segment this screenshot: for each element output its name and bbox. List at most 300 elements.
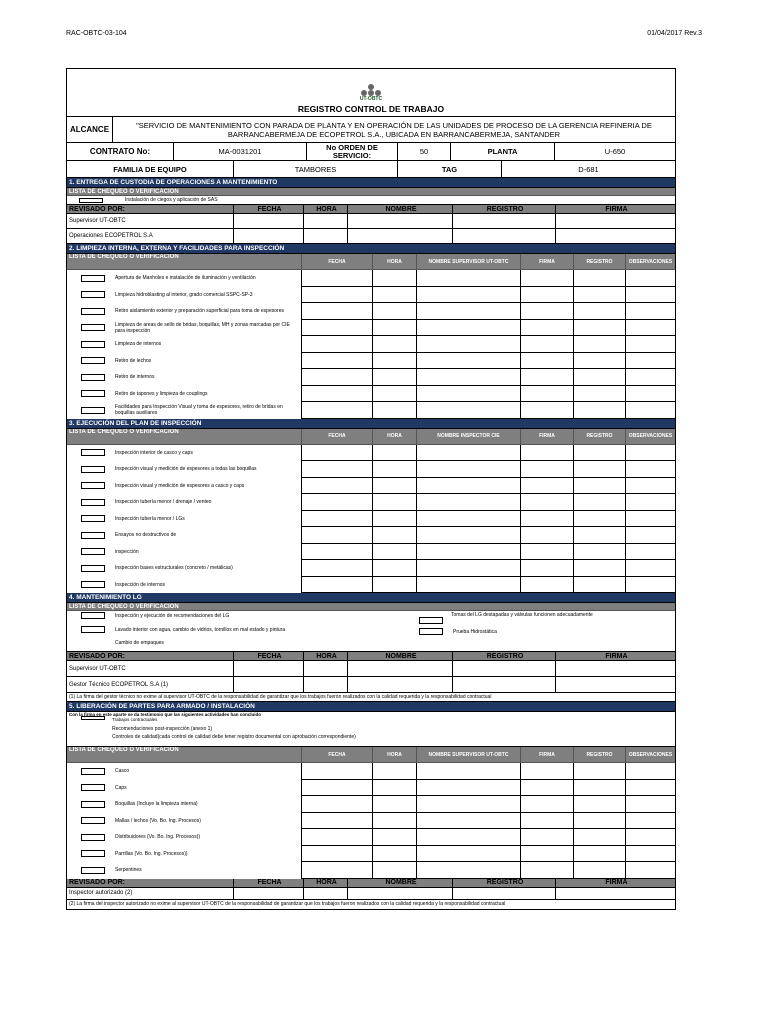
s3-checklist-cell[interactable] xyxy=(373,577,417,594)
s1-review-row xyxy=(67,229,675,244)
s3-checklist-cell[interactable] xyxy=(417,461,521,478)
s2-checklist-cell[interactable] xyxy=(417,369,521,386)
s3-checklist-row xyxy=(67,544,675,561)
s3-checklist-cell[interactable] xyxy=(521,445,574,462)
s1-review-cell[interactable] xyxy=(453,214,556,229)
s2-column-header-cell: HORA xyxy=(373,254,417,270)
s3-checklist-cell[interactable] xyxy=(521,577,574,594)
s2-item-label: Facilidades para Inspección Visual y toma de espesores, retiro de bridas en boquillas auxiliares xyxy=(115,404,283,417)
s3-checklist-cell[interactable] xyxy=(574,511,626,528)
s3-checklist-cell[interactable] xyxy=(417,478,521,495)
s3-checklist-cell[interactable] xyxy=(373,445,417,462)
s2-item-checkbox[interactable] xyxy=(81,341,105,348)
s5-intro-block xyxy=(67,712,675,747)
s2-checklist-cell[interactable] xyxy=(574,320,626,337)
s4-left-item: Cambio de empaques xyxy=(115,640,164,646)
s3-item-checkbox[interactable] xyxy=(81,466,105,473)
s3-checklist-item xyxy=(67,527,302,544)
s4-review-cell[interactable] xyxy=(556,677,675,693)
s3-checklist-cell[interactable] xyxy=(373,461,417,478)
s2-checklist-cell[interactable] xyxy=(521,270,574,287)
s3-checklist-cell[interactable] xyxy=(521,511,574,528)
s5-checklist-cell[interactable] xyxy=(521,813,574,830)
s2-checklist-cell[interactable] xyxy=(626,386,675,403)
s3-checklist-item xyxy=(67,511,302,528)
s2-checklist-row xyxy=(67,320,675,337)
s2-item-checkbox[interactable] xyxy=(81,357,105,364)
s3-checklist-cell[interactable] xyxy=(626,478,675,495)
s3-item-checkbox[interactable] xyxy=(81,581,105,588)
s1-item-checkbox[interactable] xyxy=(79,198,103,203)
s3-column-header-cell: HORA xyxy=(373,429,417,445)
form-frame xyxy=(66,68,676,910)
s2-checklist-cell[interactable] xyxy=(521,320,574,337)
s5-checklist-row xyxy=(67,813,675,830)
s3-checklist-cell[interactable] xyxy=(302,511,373,528)
s5-review-header-cell: REGISTRO xyxy=(453,879,556,888)
s4-review-cell[interactable] xyxy=(304,677,348,693)
s3-checklist-row xyxy=(67,494,675,511)
s5-checklist-cell[interactable] xyxy=(574,763,626,780)
s3-item-label: Inspección interior de casco y caps xyxy=(115,449,193,456)
s4-review-role: Gestor Técnico ECOPETROL S.A (1) xyxy=(67,677,234,693)
s5-checklist-cell[interactable] xyxy=(417,862,521,879)
s5-item-checkbox[interactable] xyxy=(81,834,105,841)
s2-item-checkbox[interactable] xyxy=(81,324,105,331)
s5-item-checkbox[interactable] xyxy=(81,784,105,791)
s2-checklist-cell[interactable] xyxy=(373,287,417,304)
s2-checklist-item xyxy=(67,402,302,419)
s2-item-checkbox[interactable] xyxy=(81,308,105,315)
s5-review-cell[interactable] xyxy=(348,888,453,900)
s2-checklist-cell[interactable] xyxy=(373,386,417,403)
section-5-title: 5. LIBERACIÓN DE PARTES PARA ARMADO / INSTALACIÓN xyxy=(67,702,675,712)
s2-checklist-cell[interactable] xyxy=(373,353,417,370)
tag-value: D-681 xyxy=(502,161,675,178)
s5-checklist-cell[interactable] xyxy=(574,796,626,813)
s2-column-header-cell: OBSERVACIONES xyxy=(626,254,675,270)
s5-checklist-cell[interactable] xyxy=(574,829,626,846)
s2-column-header xyxy=(67,254,675,270)
s3-checklist-cell[interactable] xyxy=(373,478,417,495)
s3-checklist-cell[interactable] xyxy=(626,494,675,511)
s2-item-checkbox[interactable] xyxy=(81,275,105,282)
s5-checklist-cell[interactable] xyxy=(521,862,574,879)
s3-checklist-cell[interactable] xyxy=(417,560,521,577)
s2-checklist-cell[interactable] xyxy=(574,303,626,320)
s5-checklist-item xyxy=(67,763,302,780)
s1-review-cell[interactable] xyxy=(304,214,348,229)
s3-column-header-cell: LISTA DE CHEQUEO O VERIFICACIÓN xyxy=(67,429,302,445)
s5-checklist-item xyxy=(67,796,302,813)
s5-column-header-cell: HORA xyxy=(373,747,417,763)
s3-item-checkbox[interactable] xyxy=(81,515,105,522)
s3-checklist-cell[interactable] xyxy=(302,560,373,577)
s3-item-label: Ensayos no destructivos de xyxy=(115,532,177,539)
form-date-revision: 01/04/2017 Rev.3 xyxy=(647,30,702,37)
s2-checklist-cell[interactable] xyxy=(373,369,417,386)
s3-checklist-cell[interactable] xyxy=(373,494,417,511)
s5-item-label: Serpentines xyxy=(115,867,142,874)
s3-checklist-item xyxy=(67,445,302,462)
s5-column-header-cell: OBSERVACIONES xyxy=(626,747,675,763)
s5-checklist-cell[interactable] xyxy=(417,796,521,813)
s3-item-checkbox[interactable] xyxy=(81,499,105,506)
s2-checklist-cell[interactable] xyxy=(417,303,521,320)
s5-checklist-cell[interactable] xyxy=(417,813,521,830)
s5-item-checkbox[interactable] xyxy=(81,801,105,808)
s5-checklist-cell[interactable] xyxy=(373,829,417,846)
s3-checklist-cell[interactable] xyxy=(521,478,574,495)
s5-pre-checkbox-1[interactable] xyxy=(81,716,105,720)
s5-item-label: Distribuidores (Vo. Bo. Ing. Procesos)) xyxy=(115,834,201,841)
s3-item-checkbox[interactable] xyxy=(81,565,105,572)
s1-review-header-cell: REGISTRO xyxy=(453,205,556,214)
s3-checklist-cell[interactable] xyxy=(626,511,675,528)
s2-checklist-cell[interactable] xyxy=(417,353,521,370)
s4-review-cell[interactable] xyxy=(556,661,675,677)
s2-item-label: Retiro de internos xyxy=(115,374,155,381)
s2-checklist-cell[interactable] xyxy=(574,402,626,419)
s5-checklist-cell[interactable] xyxy=(521,829,574,846)
s5-checklist-item xyxy=(67,846,302,863)
s1-review-cell[interactable] xyxy=(556,229,675,244)
s2-checklist-cell[interactable] xyxy=(373,402,417,419)
s2-checklist-cell[interactable] xyxy=(521,353,574,370)
s5-item-label: Caps xyxy=(115,784,127,791)
s3-checklist-cell[interactable] xyxy=(417,577,521,594)
s3-column-header-cell: OBSERVACIONES xyxy=(626,429,675,445)
s5-checklist-cell[interactable] xyxy=(373,862,417,879)
s3-checklist-item xyxy=(67,544,302,561)
s5-checklist-cell[interactable] xyxy=(417,846,521,863)
s3-checklist-row xyxy=(67,445,675,462)
s3-checklist-cell[interactable] xyxy=(373,544,417,561)
s5-checklist-cell[interactable] xyxy=(302,846,373,863)
s5-checklist-cell[interactable] xyxy=(521,846,574,863)
s2-column-header-cell: REGISTRO xyxy=(574,254,626,270)
s5-item-checkbox[interactable] xyxy=(81,817,105,824)
s5-review-cell[interactable] xyxy=(304,888,348,900)
s4-left-checkbox-1[interactable] xyxy=(81,612,105,619)
s3-checklist-cell[interactable] xyxy=(626,527,675,544)
s5-checklist-item xyxy=(67,780,302,797)
s3-item-checkbox[interactable] xyxy=(81,449,105,456)
ut-obtc-logo: UT-OBTC xyxy=(360,84,382,102)
s5-item-label: Mallas / lechos (Vo. Bo. Ing. Procesos) xyxy=(115,817,201,824)
s3-checklist-cell[interactable] xyxy=(574,461,626,478)
s2-checklist-cell[interactable] xyxy=(626,402,675,419)
s2-checklist-cell[interactable] xyxy=(302,386,373,403)
title-block xyxy=(67,69,675,117)
s5-checklist-cell[interactable] xyxy=(302,862,373,879)
s3-checklist-cell[interactable] xyxy=(626,461,675,478)
s3-item-checkbox[interactable] xyxy=(81,532,105,539)
s2-checklist-cell[interactable] xyxy=(373,303,417,320)
s3-column-header xyxy=(67,429,675,445)
s2-checklist-cell[interactable] xyxy=(302,369,373,386)
s5-checklist-cell[interactable] xyxy=(574,862,626,879)
s2-checklist-cell[interactable] xyxy=(626,336,675,353)
s1-review-cell[interactable] xyxy=(304,229,348,244)
s2-checklist-cell[interactable] xyxy=(417,402,521,419)
s5-intro: Con la firma en este aparte se da testimonio que las siguientes actividades han concluido xyxy=(69,712,262,717)
s5-checklist-cell[interactable] xyxy=(626,763,675,780)
s3-item-checkbox[interactable] xyxy=(81,548,105,555)
s2-checklist-cell[interactable] xyxy=(302,402,373,419)
s3-checklist-cell[interactable] xyxy=(373,511,417,528)
s5-item-checkbox[interactable] xyxy=(81,768,105,775)
s5-pre-item: Controles de calidad(cada control de calidad debe tener registro documental con aprobación correspondiente) xyxy=(112,734,356,740)
s3-checklist-cell[interactable] xyxy=(302,445,373,462)
s3-column-header-cell: REGISTRO xyxy=(574,429,626,445)
s5-checklist-cell[interactable] xyxy=(373,813,417,830)
s5-checklist-cell[interactable] xyxy=(521,780,574,797)
familia-value: TAMBORES xyxy=(234,161,398,178)
s5-review-cell[interactable] xyxy=(453,888,556,900)
tag-label: TAG xyxy=(398,161,502,178)
s2-checklist-cell[interactable] xyxy=(626,303,675,320)
s5-review-header-cell: NOMBRE xyxy=(348,879,453,888)
s2-item-checkbox[interactable] xyxy=(81,390,105,397)
contrato-label: CONTRATO No: xyxy=(67,143,174,161)
s5-checklist-row xyxy=(67,763,675,780)
s5-checklist-cell[interactable] xyxy=(373,846,417,863)
s2-checklist-item xyxy=(67,270,302,287)
s3-checklist-item xyxy=(67,560,302,577)
s2-checklist-cell[interactable] xyxy=(417,287,521,304)
s5-review-cell[interactable] xyxy=(234,888,304,900)
s2-checklist-cell[interactable] xyxy=(574,336,626,353)
s2-item-checkbox[interactable] xyxy=(81,407,105,414)
s4-left-checkbox-2[interactable] xyxy=(81,626,105,633)
s4-review-cell[interactable] xyxy=(453,661,556,677)
s2-column-header-cell: LISTA DE CHEQUEO O VERIFICACIÓN xyxy=(67,254,302,270)
s5-column-header-cell: LISTA DE CHEQUEO O VERIFICACIÓN xyxy=(67,747,302,763)
s2-checklist-cell[interactable] xyxy=(302,270,373,287)
s3-checklist-cell[interactable] xyxy=(574,494,626,511)
s3-checklist-cell[interactable] xyxy=(626,577,675,594)
s5-column-header xyxy=(67,747,675,763)
orden-label: No ORDEN DE SERVICIO: xyxy=(307,143,398,161)
s2-checklist-cell[interactable] xyxy=(373,320,417,337)
s4-review-cell[interactable] xyxy=(304,661,348,677)
s2-checklist-cell[interactable] xyxy=(626,320,675,337)
s2-checklist-cell[interactable] xyxy=(302,336,373,353)
s5-pre-item: Recomendaciones post-inspección (anexo 1) xyxy=(112,726,213,732)
s2-checklist-cell[interactable] xyxy=(574,287,626,304)
s1-review-cell[interactable] xyxy=(234,229,304,244)
s4-review-header-cell: FIRMA xyxy=(556,652,675,661)
s2-checklist-row xyxy=(67,287,675,304)
s2-item-label: Retiro de tapones y limpieza de couplings xyxy=(115,390,208,397)
s2-checklist-cell[interactable] xyxy=(417,270,521,287)
s5-checklist-cell[interactable] xyxy=(417,829,521,846)
s5-checklist-cell[interactable] xyxy=(417,780,521,797)
s2-checklist-cell[interactable] xyxy=(417,386,521,403)
s5-checklist-cell[interactable] xyxy=(574,846,626,863)
s2-checklist-item xyxy=(67,320,302,337)
s2-checklist-cell[interactable] xyxy=(521,386,574,403)
s5-checklist-cell[interactable] xyxy=(626,796,675,813)
s3-column-header-cell: FECHA xyxy=(302,429,373,445)
s3-checklist-cell[interactable] xyxy=(521,560,574,577)
s5-checklist-cell[interactable] xyxy=(302,829,373,846)
s2-checklist-cell[interactable] xyxy=(626,270,675,287)
s5-item-checkbox[interactable] xyxy=(81,867,105,874)
s3-checklist-cell[interactable] xyxy=(626,445,675,462)
s1-review-cell[interactable] xyxy=(348,214,453,229)
s5-checklist-item xyxy=(67,813,302,830)
s1-review-header-cell: REVISADO POR: xyxy=(67,205,234,214)
s3-checklist-cell[interactable] xyxy=(521,494,574,511)
s3-checklist-cell[interactable] xyxy=(302,478,373,495)
s5-checklist-cell[interactable] xyxy=(373,780,417,797)
s4-right-item: Tomas del LG destapadas y válvulas funcionen adecuadamente xyxy=(451,612,593,618)
s2-checklist-cell[interactable] xyxy=(373,270,417,287)
s3-item-label: Inspección tubería menor / LGs xyxy=(115,515,185,522)
s2-checklist-cell[interactable] xyxy=(417,336,521,353)
s5-item-checkbox[interactable] xyxy=(81,850,105,857)
s5-checklist-cell[interactable] xyxy=(302,763,373,780)
s5-item-label: Parrillas (Vo. Bo. Ing. Procesos)) xyxy=(115,850,188,857)
s3-checklist-cell[interactable] xyxy=(574,478,626,495)
s3-checklist-cell[interactable] xyxy=(574,577,626,594)
s4-right-item: Prueba Hidrostática xyxy=(453,628,497,635)
s2-checklist-cell[interactable] xyxy=(626,369,675,386)
s5-checklist-cell[interactable] xyxy=(521,763,574,780)
s3-checklist-cell[interactable] xyxy=(417,494,521,511)
s2-checklist-item xyxy=(67,386,302,403)
s1-review-cell[interactable] xyxy=(348,229,453,244)
s4-right-checkbox-2[interactable] xyxy=(419,628,443,635)
s3-checklist-cell[interactable] xyxy=(574,527,626,544)
s3-item-checkbox[interactable] xyxy=(81,482,105,489)
s5-checklist-cell[interactable] xyxy=(626,829,675,846)
s2-checklist-cell[interactable] xyxy=(302,303,373,320)
s3-checklist-row xyxy=(67,560,675,577)
s2-checklist-cell[interactable] xyxy=(521,287,574,304)
s3-checklist-cell[interactable] xyxy=(302,527,373,544)
s5-column-header-cell: FIRMA xyxy=(521,747,574,763)
s1-review-cell[interactable] xyxy=(556,214,675,229)
s2-checklist-cell[interactable] xyxy=(373,336,417,353)
s2-checklist-cell[interactable] xyxy=(521,402,574,419)
s2-checklist-cell[interactable] xyxy=(574,386,626,403)
s5-column-header-cell: REGISTRO xyxy=(574,747,626,763)
s3-item-label: Inspección visual y medición de espesores a casco y caps xyxy=(115,482,245,489)
s3-checklist-row xyxy=(67,527,675,544)
s4-right-checkbox-1[interactable] xyxy=(419,617,443,624)
s3-checklist-cell[interactable] xyxy=(302,577,373,594)
s2-checklist-cell[interactable] xyxy=(626,287,675,304)
s4-review-cell[interactable] xyxy=(453,677,556,693)
s3-checklist-cell[interactable] xyxy=(626,560,675,577)
s2-checklist-item xyxy=(67,287,302,304)
s3-checklist-row xyxy=(67,478,675,495)
section-4-title: 4. MANTENIMIENTO LG xyxy=(67,593,675,603)
s5-checklist-cell[interactable] xyxy=(626,862,675,879)
s2-checklist-cell[interactable] xyxy=(521,336,574,353)
s4-review-cell[interactable] xyxy=(234,677,304,693)
s1-review-header-cell: NOMBRE xyxy=(348,205,453,214)
s2-checklist-cell[interactable] xyxy=(521,303,574,320)
s3-checklist-row xyxy=(67,461,675,478)
s3-checklist-cell[interactable] xyxy=(417,511,521,528)
s3-checklist-cell[interactable] xyxy=(302,544,373,561)
s2-checklist-cell[interactable] xyxy=(574,353,626,370)
s2-checklist-cell[interactable] xyxy=(302,287,373,304)
s5-checklist-cell[interactable] xyxy=(626,813,675,830)
s3-checklist-cell[interactable] xyxy=(302,461,373,478)
s5-checklist-item xyxy=(67,829,302,846)
s3-checklist-cell[interactable] xyxy=(574,445,626,462)
s5-checklist-cell[interactable] xyxy=(302,813,373,830)
s1-review-cell[interactable] xyxy=(453,229,556,244)
s5-checklist-cell[interactable] xyxy=(373,796,417,813)
s3-checklist-cell[interactable] xyxy=(417,445,521,462)
s3-checklist-cell[interactable] xyxy=(373,560,417,577)
s1-review-role: Operaciones ECOPETROL S.A xyxy=(67,229,234,244)
s5-review-cell[interactable] xyxy=(556,888,675,900)
s5-checklist-cell[interactable] xyxy=(373,763,417,780)
s4-review-row xyxy=(67,661,675,677)
s3-checklist-cell[interactable] xyxy=(302,494,373,511)
s4-review-cell[interactable] xyxy=(234,661,304,677)
s5-checklist-cell[interactable] xyxy=(417,763,521,780)
s5-pre-item: Trabajos contractuales xyxy=(112,717,158,722)
s2-checklist-cell[interactable] xyxy=(417,320,521,337)
s5-checklist-cell[interactable] xyxy=(574,780,626,797)
s3-checklist-cell[interactable] xyxy=(574,560,626,577)
s3-checklist-cell[interactable] xyxy=(417,527,521,544)
s3-checklist-cell[interactable] xyxy=(521,527,574,544)
s3-checklist-cell[interactable] xyxy=(521,461,574,478)
s2-checklist-row xyxy=(67,369,675,386)
s3-checklist-cell[interactable] xyxy=(626,544,675,561)
s2-checklist-cell[interactable] xyxy=(302,353,373,370)
s5-checklist-cell[interactable] xyxy=(574,813,626,830)
s5-checklist-cell[interactable] xyxy=(302,796,373,813)
s3-item-label: Inspección de internos xyxy=(115,581,166,588)
s3-item-label: inspección xyxy=(115,548,139,555)
s3-checklist-cell[interactable] xyxy=(417,544,521,561)
s3-checklist-cell[interactable] xyxy=(574,544,626,561)
s2-checklist-cell[interactable] xyxy=(302,320,373,337)
s2-checklist-cell[interactable] xyxy=(626,353,675,370)
s1-review-cell[interactable] xyxy=(234,214,304,229)
s5-checklist-row xyxy=(67,796,675,813)
s4-note: (1) La firma del gestor técnico no exime al supervisor UT-OBTC de la responsabilidad de garantizar que los trabajos fueron realizados con la calidad requerida y la responsabilidad contractual xyxy=(69,694,492,700)
s5-checklist-cell[interactable] xyxy=(626,846,675,863)
s4-review-cell[interactable] xyxy=(348,677,453,693)
s2-checklist-cell[interactable] xyxy=(574,369,626,386)
s3-checklist-row xyxy=(67,577,675,594)
s2-checklist-row xyxy=(67,270,675,287)
s3-checklist-cell[interactable] xyxy=(373,527,417,544)
s5-checklist-cell[interactable] xyxy=(302,780,373,797)
s3-checklist-cell[interactable] xyxy=(521,544,574,561)
s5-checklist-cell[interactable] xyxy=(626,780,675,797)
s2-item-checkbox[interactable] xyxy=(81,291,105,298)
s2-checklist-cell[interactable] xyxy=(521,369,574,386)
s4-review-row xyxy=(67,677,675,693)
s2-item-checkbox[interactable] xyxy=(81,374,105,381)
s3-item-label: Inspección tubería menor / drenaje / venteo xyxy=(115,499,212,506)
s2-checklist-cell[interactable] xyxy=(574,270,626,287)
s5-checklist-cell[interactable] xyxy=(521,796,574,813)
s4-review-cell[interactable] xyxy=(348,661,453,677)
